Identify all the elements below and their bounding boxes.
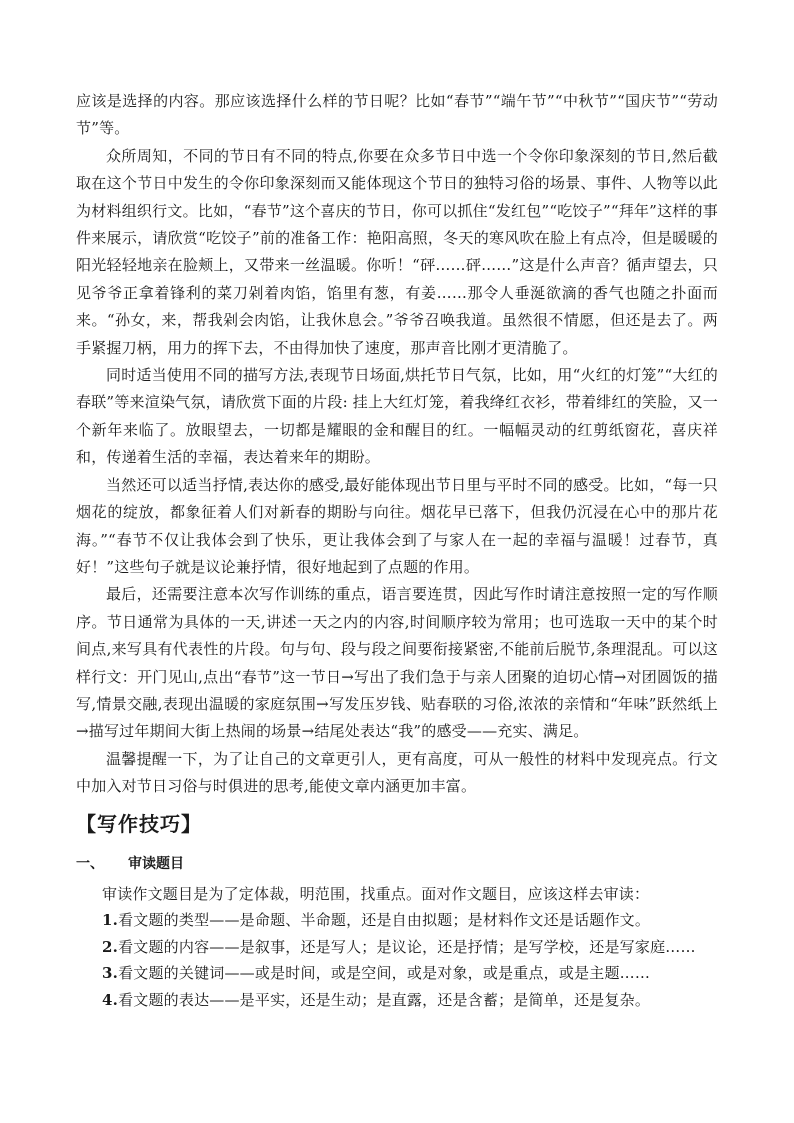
subsection-heading [76,851,718,877]
paragraph-choose-festival: 应该是选择的内容。那应该选择什么样的节日呢？比如“春节”“端午节”“中秋节”“国庆节”“劳动节”等。 [76,92,718,138]
tip-number: 2. [102,937,119,956]
tip-item [102,907,718,934]
section-title-writing-skills: 【写作技巧】 [76,811,202,836]
paragraph-reminder: 温馨提醒一下，为了让自己的文章更引人，更有高度，可从一般性的材料中发现亮点。行文中加入对节日习俗与时俱进的思考,能使文章内涵更加丰富。 [76,749,718,796]
tip-text: 看文题的关键词——或是时间，或是空间，或是对象，或是重点，或是主题…… [118,964,651,983]
document-page [76,88,718,1013]
paragraph-express-feelings: 当然还可以适当抒情,表达你的感受,最好能体现出节日里与平时不同的感受。比如，“每一只烟花的绽放，都象征着人们对新春的期盼与向往。烟花早已落下，但我仍沉浸在心中的那片花海。”“春节不仅让我体会到了快乐，更让我体会到了与家人在一起的幸福与温暖！过春节，真好！”这些句子就是议论兼抒情，很好地起到了点题的作用。 [76,475,718,576]
tip-number: 3. [102,964,119,983]
tip-item [102,987,718,1014]
tip-text: 看文题的内容——是叙事，还是写人；是议论，还是抒情；是写学校，还是写家庭…… [118,937,696,956]
paragraph-festival-features: 众所周知，不同的节日有不同的特点,你要在众多节日中选一个令你印象深刻的节日,然后截取在这个节日中发生的令你印象深刻而又能体现这个节日的独特习俗的场景、事件、人物等以此为材料组织行文。比如，“春节”这个喜庆的节日，你可以抓住“发红包”“吃饺子”“拜年”这样的事件来展示，请欣赏“吃饺子”前的准备工作：艳阳高照，冬天的寒风吹在脸上有点冷，但是暖暖的阳光轻轻地亲在脸颊上，又带来一丝温暖。你听！“砰……砰……”这是什么声音？循声望去，只见爷爷正拿着锋利的菜刀剁着肉馅，馅里有葱，有姜……那令人垂涎欲滴的香气也随之扑面而来。“孙女，来，帮我剁会肉馅，让我休息会。”爷爷召唤我道。虽然很不情愿，但还是去了。两手紧握刀柄，用力的挥下去，不由得加快了速度，那声音比刚才更清脆了。 [76,146,718,357]
tip-number: 1. [102,911,119,930]
subsection-number: 一、 [76,855,104,872]
tips-intro: 审读作文题目是为了定体裁，明范围，找重点。面对作文题目，应该这样去审读： [102,884,650,903]
paragraph-writing-order: 最后，还需要注意本次写作训练的重点，语言要连贯，因此写作时请注意按照一定的写作顺序。节日通常为具体的一天,讲述一天之内的内容,时间顺序较为常用；也可选取一天中的某个时间点,来写具有代表性的片段。句与句、段与段之间要衔接紧密,不能前后脱节,条理混乱。可以这样行文：开门见山,点出“春节”这一节日→写出了我们急于与亲人团聚的迫切心情→对团圆饭的描写,情景交融,表现出温暖的家庭氛围→写发压岁钱、贴春联的习俗,浓浓的亲情和“年味”跃然纸上→描写过年期间大街上热闹的场景→结尾处表达“我”的感受——充实、满足。 [76,585,718,741]
tip-text: 看文题的表达——是平实，还是生动；是直露，还是含蓄；是简单，还是复杂。 [118,990,651,1009]
tip-item [102,960,718,987]
tip-item [102,934,718,961]
tip-number: 4. [102,990,119,1009]
tips-body [76,881,718,1014]
paragraph-description-methods: 同时适当使用不同的描写方法,表现节日场面,烘托节日气氛，比如，用“火红的灯笼”“大红的春联”等来渲染气氛，请欣赏下面的片段: 挂上大红灯笼，着我绛红衣衫，带着绯红的笑脸，又一个新年来临了。放眼望去，一切都是耀眼的金和醒目的红。一幅幅灵动的红剪纸窗花，喜庆祥和，传递着生活的幸福，表达着来年的期盼。 [76,366,718,467]
subsection-title: 审读题目 [128,855,184,872]
tip-text: 看文题的类型——是命题、半命题，还是自由拟题；是材料作文还是话题作文。 [118,911,651,930]
